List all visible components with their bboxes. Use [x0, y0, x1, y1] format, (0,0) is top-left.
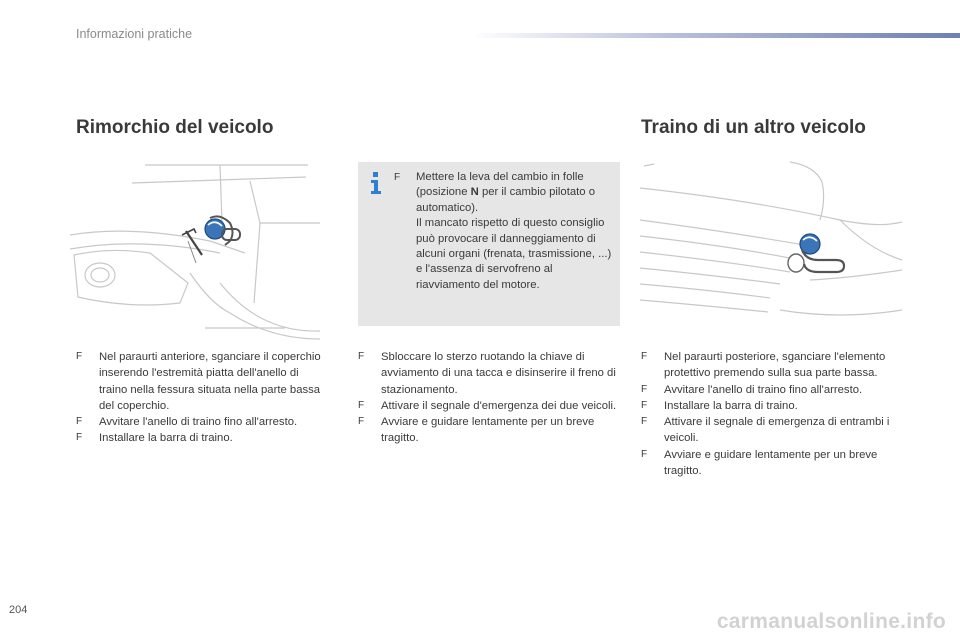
bullet-marker: F: [76, 351, 83, 362]
step-text: Attivare il segnale d'emergenza dei due veicoli.: [381, 399, 617, 412]
towing-general-steps: [358, 349, 620, 447]
bullet-marker: F: [358, 351, 365, 362]
step-text: Installare la barra di traino.: [664, 399, 798, 412]
section-title: Informazioni pratiche: [76, 27, 193, 41]
bullet-marker: F: [358, 416, 365, 428]
info-line1-pre: Mettere la leva del cambio in folle (posizione: [416, 171, 584, 199]
rear-towing-steps: [641, 349, 903, 479]
step-text: Installare la barra di traino.: [99, 432, 233, 445]
list-item: [641, 447, 903, 480]
step-text: Nel paraurti posteriore, sganciare l'elemento protettivo premendo sulla sua parte bassa.: [664, 351, 886, 380]
bullet-marker: F: [76, 432, 83, 444]
info-icon: [368, 170, 384, 196]
front-towing-steps: [76, 349, 326, 447]
list-item: [641, 382, 903, 398]
page-number: 204: [9, 604, 28, 616]
bullet-marker: F: [394, 172, 401, 183]
rear-bumper-illustration: [640, 160, 902, 340]
info-box: [358, 162, 620, 326]
header-bar: [472, 33, 960, 38]
list-item: [358, 349, 620, 398]
bullet-marker: F: [641, 416, 648, 428]
step-text: Sbloccare lo sterzo ruotando la chiave di avviamento di una tacca e disinserire il freno di stazionamento.: [381, 351, 616, 396]
bullet-marker: F: [358, 399, 365, 411]
bullet-marker: F: [641, 351, 648, 362]
step-text: Avvitare l'anello di traino fino all'arresto.: [99, 416, 298, 429]
info-gear-n: N: [470, 186, 479, 199]
info-line3: e l'assenza di servofreno al riavviamento del motore.: [416, 263, 553, 291]
bullet-marker: F: [76, 416, 83, 428]
list-item: [358, 414, 620, 447]
list-item: [641, 414, 903, 447]
step-text: Avvitare l'anello di traino fino all'arresto.: [664, 383, 863, 396]
list-item: [358, 398, 620, 414]
list-item: [76, 414, 326, 430]
heading-rear-towing: Traino di un altro veicolo: [641, 117, 866, 138]
step-text: Avviare e guidare lentamente per un breve tragitto.: [664, 448, 878, 478]
info-line2: Il mancato rispetto di questo consiglio può provocare il danneggiamento di alcuni organi (frenata, trasmissione, ...): [416, 217, 612, 261]
list-item: [641, 398, 903, 414]
watermark: carmanualsonline.info: [716, 610, 946, 633]
list-item: [76, 430, 326, 446]
bullet-marker: F: [641, 399, 648, 411]
list-item: [76, 349, 326, 414]
step-text: Nel paraurti anteriore, sganciare il coperchio inserendo l'estremità piatta dell'anello di traino nella fessura situata nella parte bassa del coperchio.: [99, 351, 321, 412]
bullet-marker: F: [641, 448, 648, 460]
step-text: Attivare il segnale di emergenza di entrambi i veicoli.: [664, 416, 890, 445]
info-line1-post: per il cambio pilotato o automatico).: [416, 186, 595, 214]
info-text: [396, 170, 616, 293]
list-item: [641, 349, 903, 382]
front-bumper-illustration: [70, 163, 320, 343]
heading-front-towing: Rimorchio del veicolo: [76, 117, 274, 138]
step-text: Avviare e guidare lentamente per un breve tragitto.: [381, 416, 595, 445]
bullet-marker: F: [641, 383, 648, 395]
